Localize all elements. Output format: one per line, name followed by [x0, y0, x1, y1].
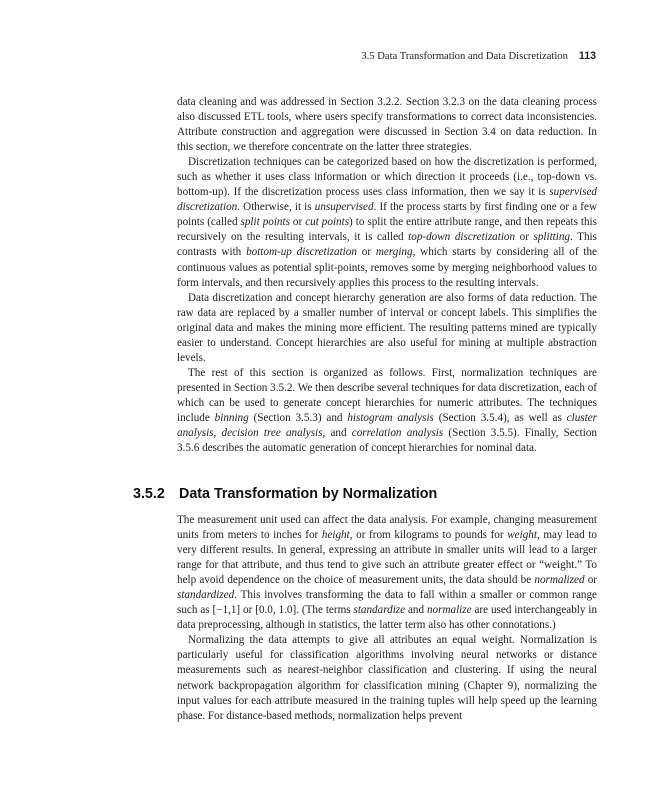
paragraph-5: The measurement unit used can affect the data analysis. For example, changing measurement units from meters to inches for height, or from kilograms to pounds for weight, may lead to very different results. In general, expressing an attribute in smaller units will lead to a larger range for that attribute, and thus tend to give such an attribute greater effect or “weight.” To help avoid dependence on the choice of measurement units, the data should be normalized or standardized. This involves transforming the data to fall within a smaller or common range such as [−1,1] or [0.0, 1.0]. (The terms standardize and normalize are used interchangeably in data preprocessing, although in statistics, the latter term also has other connotations.): [177, 514, 598, 632]
running-header: [361, 50, 596, 62]
paragraph-2: Discretization techniques can be categorized based on how the discretization is performed, such as whether it uses class information or which direction it proceeds (i.e., top-down vs. bottom-up). If the discretization process uses class information, then we say it is supervised discretization. Otherwise, it is unsupervised. If the process starts by first finding one or a few points (called split points or cut points) to split the entire attribute range, and then repeats this recursively on the resulting intervals, it is called top-down discretization or splitting. This contrasts with bottom-up discretization or merging, which starts by considering all of the continuous values as potential split-points, removes some by merging neighborhood values to form intervals, and then recursively applies this process to the resulting intervals.: [177, 156, 598, 289]
paragraph-3: Data discretization and concept hierarchy generation are also forms of data reduction. The raw data are replaced by a smaller number of interval or concept labels. This simplifies the original data and makes the mining more efficient. The resulting patterns mined are typically easier to understand. Concept hierarchies are also useful for mining at multiple abstraction levels.: [177, 291, 597, 364]
paragraph-6: Normalizing the data attempts to give all attributes an equal weight. Normalization is particularly useful for classification algorithms involving neural networks or distance measurements such as nearest-neighbor classification and clustering. If using the neural network backpropagation algorithm for classification mining (Chapter 9), normalizing the input values for each attribute measured in the training tuples will help speed up the learning phase. For distance-based methods, normalization helps prevent: [177, 634, 597, 722]
section-heading: [133, 486, 437, 502]
paragraph-1: data cleaning and was addressed in Section 3.2.2. Section 3.2.3 on the data cleaning process also discussed ETL tools, where users specify transformations to correct data inconsistencies. Attribute construction and aggregation were discussed in Section 3.4 on data reduction. In this section, we therefore concentrate on the latter three strategies.: [177, 96, 597, 154]
running-header-title: 3.5 Data Transformation and Data Discretization: [361, 51, 568, 62]
section-number: 3.5.2: [133, 486, 165, 502]
section-title: Data Transformation by Normalization: [179, 486, 438, 502]
body-text-top: [177, 95, 597, 456]
page-number: 113: [578, 50, 596, 62]
body-text-bottom: [177, 513, 597, 724]
paragraph-4: The rest of this section is organized as follows. First, normalization techniques are presented in Section 3.5.2. We then describe several techniques for data discretization, each of which can be used to generate concept hierarchies for numeric attributes. The techniques include binning (Section 3.5.3) and histogram analysis (Section 3.5.4), as well as cluster analysis, decision tree analysis, and correlation analysis (Section 3.5.5). Finally, Section 3.5.6 describes the automatic generation of concept hierarchies for nominal data.: [177, 366, 597, 455]
